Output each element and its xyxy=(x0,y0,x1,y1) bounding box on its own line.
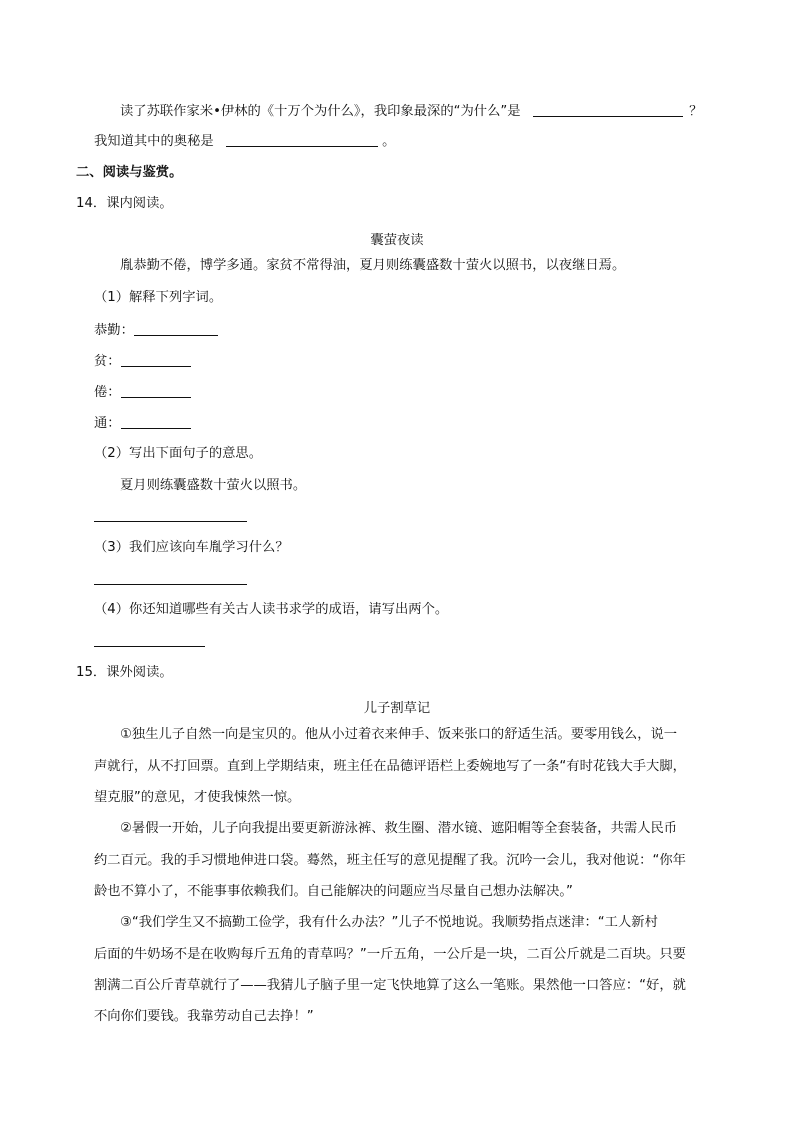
q15-p3-line: 割满二百公斤青草就行了——我猜儿子脑子里一定飞快地算了这么一笔账。果然他一口答应：“好，就 xyxy=(94,978,686,993)
q13-line2 xyxy=(94,134,395,148)
q14-word-row xyxy=(94,385,191,399)
q14-word-row xyxy=(94,416,191,430)
q15-p1-line: 望克服”的意见，才使我悚然一惊。 xyxy=(94,790,301,805)
q15-label: 15．课外阅读。 xyxy=(76,665,173,680)
q14-word-blank[interactable] xyxy=(134,323,218,336)
q14-word-label: 通： xyxy=(94,416,121,431)
q15-p2-line: 约二百元。我的手习惯地伸进口袋。蓦然，班主任写的意见提醒了我。沉吟一会儿，我对他说：“你年 xyxy=(94,853,686,868)
q14-answer-line[interactable] xyxy=(94,646,205,647)
q13-line2-end: 。 xyxy=(382,134,396,149)
q15-p3-line: 不向你们要钱。我靠劳动自己去挣！” xyxy=(94,1009,314,1024)
q15-title: 儿子割草记 xyxy=(363,701,431,716)
q14-word-blank[interactable] xyxy=(121,385,191,398)
q15-p3-line: ③“我们学生又不搞勤工俭学，我有什么办法？”儿子不悦地说。我顺势指点迷津：“工人新村 xyxy=(120,915,658,930)
q14-passage: 胤恭勤不倦，博学多通。家贫不常得油，夏月则练囊盛数十萤火以照书，以夜继日焉。 xyxy=(120,258,626,273)
q14-word-row xyxy=(94,354,191,368)
q15-p2-line: ②暑假一开始，儿子向我提出要更新游泳裤、救生圈、潜水镜、遮阳帽等全套装备，共需人民币 xyxy=(120,821,678,836)
section-heading: 二、阅读与鉴赏。 xyxy=(76,165,183,180)
q15-p1-line: 声就行，从不打回票。直到上学期结束，班主任在品德评语栏上委婉地写了一条“有时花钱大手大脚， xyxy=(94,759,686,774)
q14-title: 囊萤夜读 xyxy=(370,233,424,248)
q13-line1-end: ？ xyxy=(689,104,703,119)
q15-p2-line: 龄也不算小了，不能事事依赖我们。自己能解决的问题应当尽量自己想办法解决。” xyxy=(94,884,573,899)
q15-p3-line: 后面的牛奶场不是在收购每斤五角的青草吗？”一斤五角，一公斤是一块，二百公斤就是二百块。只要 xyxy=(94,947,686,962)
q14-sub2: （2）写出下面句子的意思。 xyxy=(94,446,263,461)
q14-word-blank[interactable] xyxy=(121,416,191,429)
q15-p1-line: ①独生儿子自然一向是宝贝的。他从小过着衣来伸手、饭来张口的舒适生活。要零用钱么，说一 xyxy=(120,727,678,742)
q13-line2-text: 我知道其中的奥秘是 xyxy=(94,134,214,149)
q13-line1-text: 读了苏联作家米•伊林的《十万个为什么》，我印象最深的“为什么”是 xyxy=(120,104,521,119)
q14-word-label: 倦： xyxy=(94,385,121,400)
q13-line1 xyxy=(120,104,702,118)
q14-label: 14．课内阅读。 xyxy=(76,196,173,211)
q14-word-row xyxy=(94,323,218,337)
q14-sub4: （4）你还知道哪些有关古人读书求学的成语，请写出两个。 xyxy=(94,602,449,617)
q13-answer-blank-1[interactable] xyxy=(533,104,683,117)
q13-answer-blank-2[interactable] xyxy=(226,134,378,147)
q14-word-label: 贫： xyxy=(94,354,121,369)
q14-word-blank[interactable] xyxy=(121,354,191,367)
q14-sub3: （3）我们应该向车胤学习什么？ xyxy=(94,540,289,555)
q14-answer-line[interactable] xyxy=(94,521,247,522)
q14-answer-line[interactable] xyxy=(94,584,247,585)
q14-sub1: （1）解释下列字词。 xyxy=(94,290,223,305)
q14-word-label: 恭勤： xyxy=(94,323,134,338)
q14-sub2-sentence: 夏月则练囊盛数十萤火以照书。 xyxy=(120,478,307,493)
